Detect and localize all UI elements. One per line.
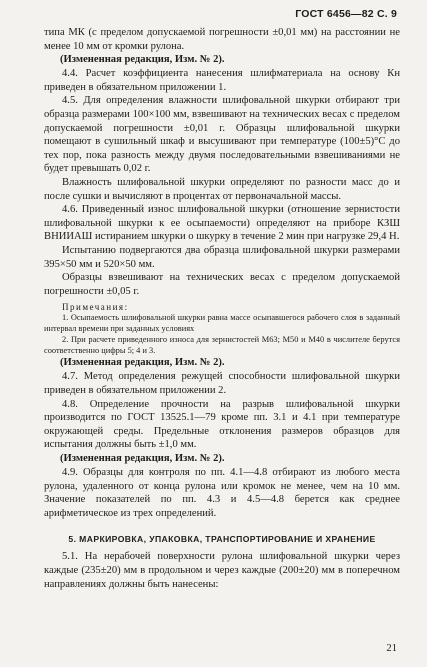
paragraph-4-9: 4.9. Образцы для контроля по пп. 4.1—4.8 отбирают из любого места рулона, удаленного от конца рулона или кромок не менее, чем на 10 мм. Значение показателей по пп. 4.3 и 4.5—4.8 берется как среднее арифметическое из трех определений. xyxy=(44,467,400,519)
paragraph-4-5: 4.5. Для определения влажности шлифовальной шкурки отбирают три образца размерами 100×100 мм, взвешивают на технических весах с пределом допускаемой погрешности ±0,01 г. Образцы шлифовальной шкурки помещают в сушильный шкаф и высушивают при температуре (100±5)°С до тех пор, пока разность между двумя последовательными взвешиваниями не будет превышать 0,02 г. xyxy=(44,95,400,175)
paragraph-4-6: 4.6. Приведенный износ шлифовальной шкурки (отношение зернистости шлифовальной шкурки к ее осыпаемости) определяют на приборе КЗШ ВНИИАШ истиранием шкурки о шкурку в течение 2 мин при нагрузке 29,4 Н. xyxy=(44,204,400,243)
paragraph-4-7: 4.7. Метод определения режущей способности шлифовальной шкурки приведен в обязательном приложении 2. xyxy=(44,371,400,397)
paragraph-4-8: 4.8. Определение прочности на разрыв шлифовальной шкурки производится по ГОСТ 13525.1—79 кроме пп. 3.1 и 4.1 при температуре окружающей среды. Предельные отклонения размеров образцов для испытания должны быть ±1,0 мм. xyxy=(44,398,400,451)
paragraph-5-1: 5.1. На нерабочей поверхности рулона шлифовальной шкурки через каждые (235±20) мм в продольном и через каждые (200±20) мм в поперечном направлениях должны быть нанесены: xyxy=(44,551,400,590)
note-1: 1. Осыпаемость шлифовальной шкурки равна массе осыпавшегося рабочего слоя в заданный интервал времени при заданных условиях xyxy=(44,313,400,334)
section-heading: 5. МАРКИРОВКА, УПАКОВКА, ТРАНСПОРТИРОВАНИЕ И ХРАНЕНИЕ xyxy=(68,534,376,545)
paragraph-continuation: типа МК (с пределом допускаемой погрешности ±0,01 мм) на расстоянии не менее 10 мм от кромки рулона. xyxy=(44,27,400,52)
paragraph-test-samples: Испытанию подвергаются два образца шлифовальной шкурки размерами 395×50 мм и 520×50 мм. xyxy=(44,244,400,270)
paragraph-4-4: 4.4. Расчет коэффициента нанесения шлифматериала на основу Кн приведен в обязательном приложении 1. xyxy=(44,68,400,93)
page-header: ГОСТ 6456—82 С. 9 xyxy=(295,8,397,20)
amendment-note: (Измененная редакция, Изм. № 2). xyxy=(60,453,225,465)
notes-heading: Примечания: xyxy=(62,302,129,313)
note-2: 2. При расчете приведенного износа для зернистостей М63; М50 и М40 в числителе берутся соответственно цифры 5; 4 и 3. xyxy=(44,334,400,355)
paragraph-weighing: Образцы взвешивают на технических весах с пределом допускаемой погрешности ±0,05 г. xyxy=(44,272,400,297)
page-content xyxy=(44,26,400,591)
amendment-note: (Измененная редакция, Изм. № 2). xyxy=(60,357,225,369)
page-number: 21 xyxy=(386,643,397,654)
amendment-note: (Измененная редакция, Изм. № 2). xyxy=(60,54,225,66)
paragraph-moisture: Влажность шлифовальной шкурки определяют по разности масс до и после сушки и вычисляют в процентах от первоначальной массы. xyxy=(44,176,400,202)
